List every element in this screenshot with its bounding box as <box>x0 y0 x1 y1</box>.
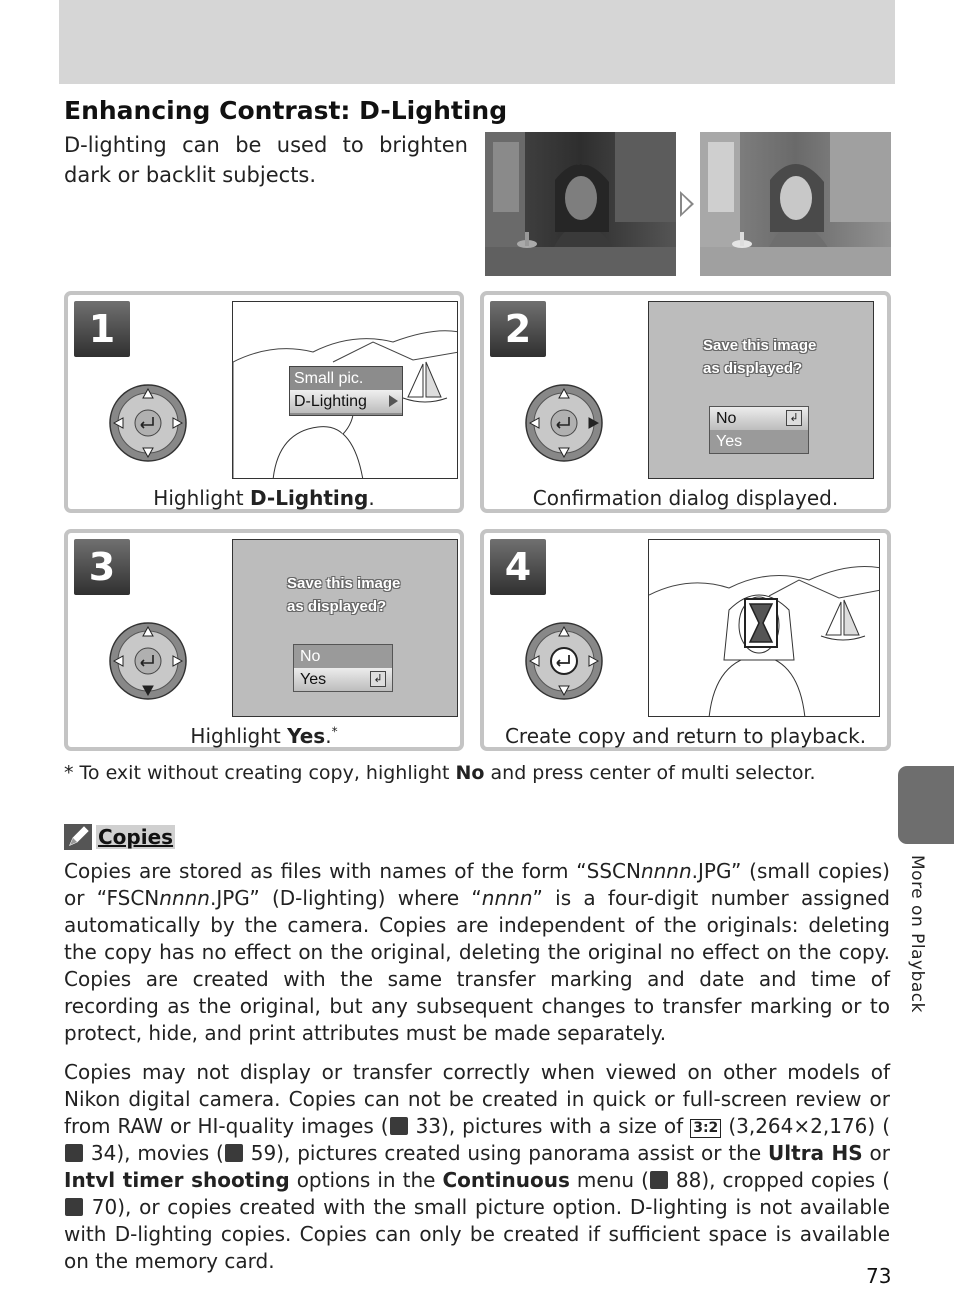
lcd-screen-3 <box>232 539 458 717</box>
lcd-screen-2 <box>648 301 874 479</box>
footnote-bold: No <box>455 762 485 784</box>
p2-bold: Ultra HS <box>768 1141 863 1165</box>
option-yes-label: Yes <box>716 433 743 450</box>
p2-text: options in the <box>289 1168 443 1192</box>
step-1-caption <box>68 486 460 510</box>
copies-heading <box>64 824 175 852</box>
footnote-text: and press center of multi selector. <box>484 762 816 784</box>
dlighting-menu <box>289 366 403 416</box>
option-no-label: No <box>300 648 321 665</box>
menu-item-d-lighting[interactable] <box>290 390 402 413</box>
intro-text: D-lighting can be used to brighten dark or backlit subjects. <box>64 133 468 187</box>
multi-selector-icon <box>524 383 604 463</box>
step-4-caption: Create copy and return to playback. <box>504 724 867 748</box>
menu-item-small-pic[interactable]: Small pic. <box>294 370 364 387</box>
p1-italic: nnnn <box>159 886 210 910</box>
p2-text: 33), pictures with a size of <box>408 1114 691 1138</box>
dialog-line: as displayed? <box>703 360 803 377</box>
step-2-panel <box>480 291 891 513</box>
confirm-menu <box>709 406 809 454</box>
copies-paragraph-1 <box>64 858 890 1047</box>
page-ref-icon <box>650 1171 668 1189</box>
caption-footnote-mark: * <box>331 724 338 739</box>
section-title: Enhancing Contrast: D-Lighting <box>64 96 508 125</box>
step-1-panel <box>64 291 464 513</box>
confirm-menu <box>293 644 393 692</box>
p1-text: .JPG” (small copies) or “FSCN <box>64 859 890 910</box>
lcd-screen-1 <box>232 301 458 479</box>
p2-text: 59), pictures created using panorama assist or the <box>243 1141 769 1165</box>
option-no[interactable] <box>294 645 392 668</box>
multi-selector-icon <box>108 383 188 463</box>
p2-text: menu ( <box>569 1168 649 1192</box>
hourglass-icon <box>744 598 778 648</box>
caption-bold: Yes <box>287 724 326 748</box>
header-band <box>59 0 895 84</box>
step-4-panel <box>480 529 891 751</box>
dialog-text <box>287 572 400 618</box>
step-2-number: 2 <box>490 301 546 357</box>
option-no-label: No <box>716 410 737 427</box>
menu-item-d-lighting-label: D-Lighting <box>294 393 367 410</box>
p1-italic: nnnn <box>640 859 692 883</box>
chapter-tab <box>898 766 954 844</box>
return-icon: ↲ <box>786 410 802 426</box>
multi-selector-icon <box>108 621 188 701</box>
page-ref-icon <box>225 1144 243 1162</box>
return-icon: ↲ <box>370 671 386 687</box>
option-yes-label: Yes <box>300 671 327 688</box>
p2-bold: Intvl timer shooting <box>64 1168 290 1192</box>
p2-text: Copies may not display or transfer correctly when viewed on other models of Nikon digital camera. Copies can not be created in quick or full-screen review or from RAW or HI-quality images ( <box>64 1060 890 1138</box>
dialog-line: Save this image <box>703 337 817 354</box>
p1-text: ” is a four-digit number assigned automatically by the camera. Copies are independent of the originals: deleting the copy has no effect on the original, deleting the original no effect on the copy. Copies are created with the same transfer marking and date and time of recording as the original, but any subsequent changes to transfer marking or to protect, hide, and print attributes must be made separately. <box>64 886 891 1045</box>
lcd-screen-4 <box>648 539 880 717</box>
dialog-line: Save this image <box>287 575 401 592</box>
copies-title: Copies <box>98 825 174 849</box>
step-2-caption: Confirmation dialog displayed. <box>532 486 839 510</box>
chapter-label-text: More on Playback <box>907 855 927 1013</box>
page-ref-icon <box>65 1144 83 1162</box>
p1-text: Copies are stored as files with names of the form “SSCN <box>64 859 641 883</box>
multi-selector-icon <box>524 621 604 701</box>
image-size-icon: 3:2 <box>690 1119 721 1138</box>
caption-text: Highlight <box>153 486 250 510</box>
photo-before <box>485 132 676 276</box>
p2-bold: Continuous <box>442 1168 570 1192</box>
chapter-label <box>905 855 929 1030</box>
footnote-text: * To exit without creating copy, highlight <box>64 762 456 784</box>
caption-text: . <box>368 486 375 510</box>
page-number: 73 <box>866 1264 892 1288</box>
p1-text: .JPG” (D-lighting) where “ <box>209 886 482 910</box>
copies-paragraph-2 <box>64 1059 890 1275</box>
pencil-note-icon <box>64 824 92 850</box>
step-3-panel <box>64 529 464 751</box>
p2-text: 34), movies ( <box>84 1141 224 1165</box>
p2-text: (3,264×2,176) ( <box>721 1114 890 1138</box>
caption-bold: D-Lighting <box>249 486 369 510</box>
step-3-caption <box>68 724 460 748</box>
p2-text: 70), or copies created with the small picture option. D-lighting is not available with D-lighting copies. Copies can only be created if sufficient space is available on the memory card. <box>64 1195 890 1273</box>
page-ref-icon <box>65 1198 83 1216</box>
arrow-right-icon <box>680 191 694 217</box>
dialog-text <box>703 334 816 380</box>
option-yes[interactable] <box>710 430 808 453</box>
p2-text: or <box>862 1141 890 1165</box>
footnote <box>64 762 816 784</box>
page-ref-icon <box>390 1117 408 1135</box>
p1-italic: nnnn <box>481 886 533 910</box>
step-4-number: 4 <box>490 539 546 595</box>
option-yes[interactable] <box>294 668 392 691</box>
p2-text: 88), cropped copies ( <box>668 1168 890 1192</box>
photo-after <box>700 132 891 276</box>
step-1-number: 1 <box>74 301 130 357</box>
submenu-arrow-icon <box>389 395 398 407</box>
caption-text: . <box>325 724 332 748</box>
dialog-line: as displayed? <box>287 598 387 615</box>
step-3-number: 3 <box>74 539 130 595</box>
option-no[interactable] <box>710 407 808 430</box>
caption-text: Highlight <box>190 724 288 748</box>
